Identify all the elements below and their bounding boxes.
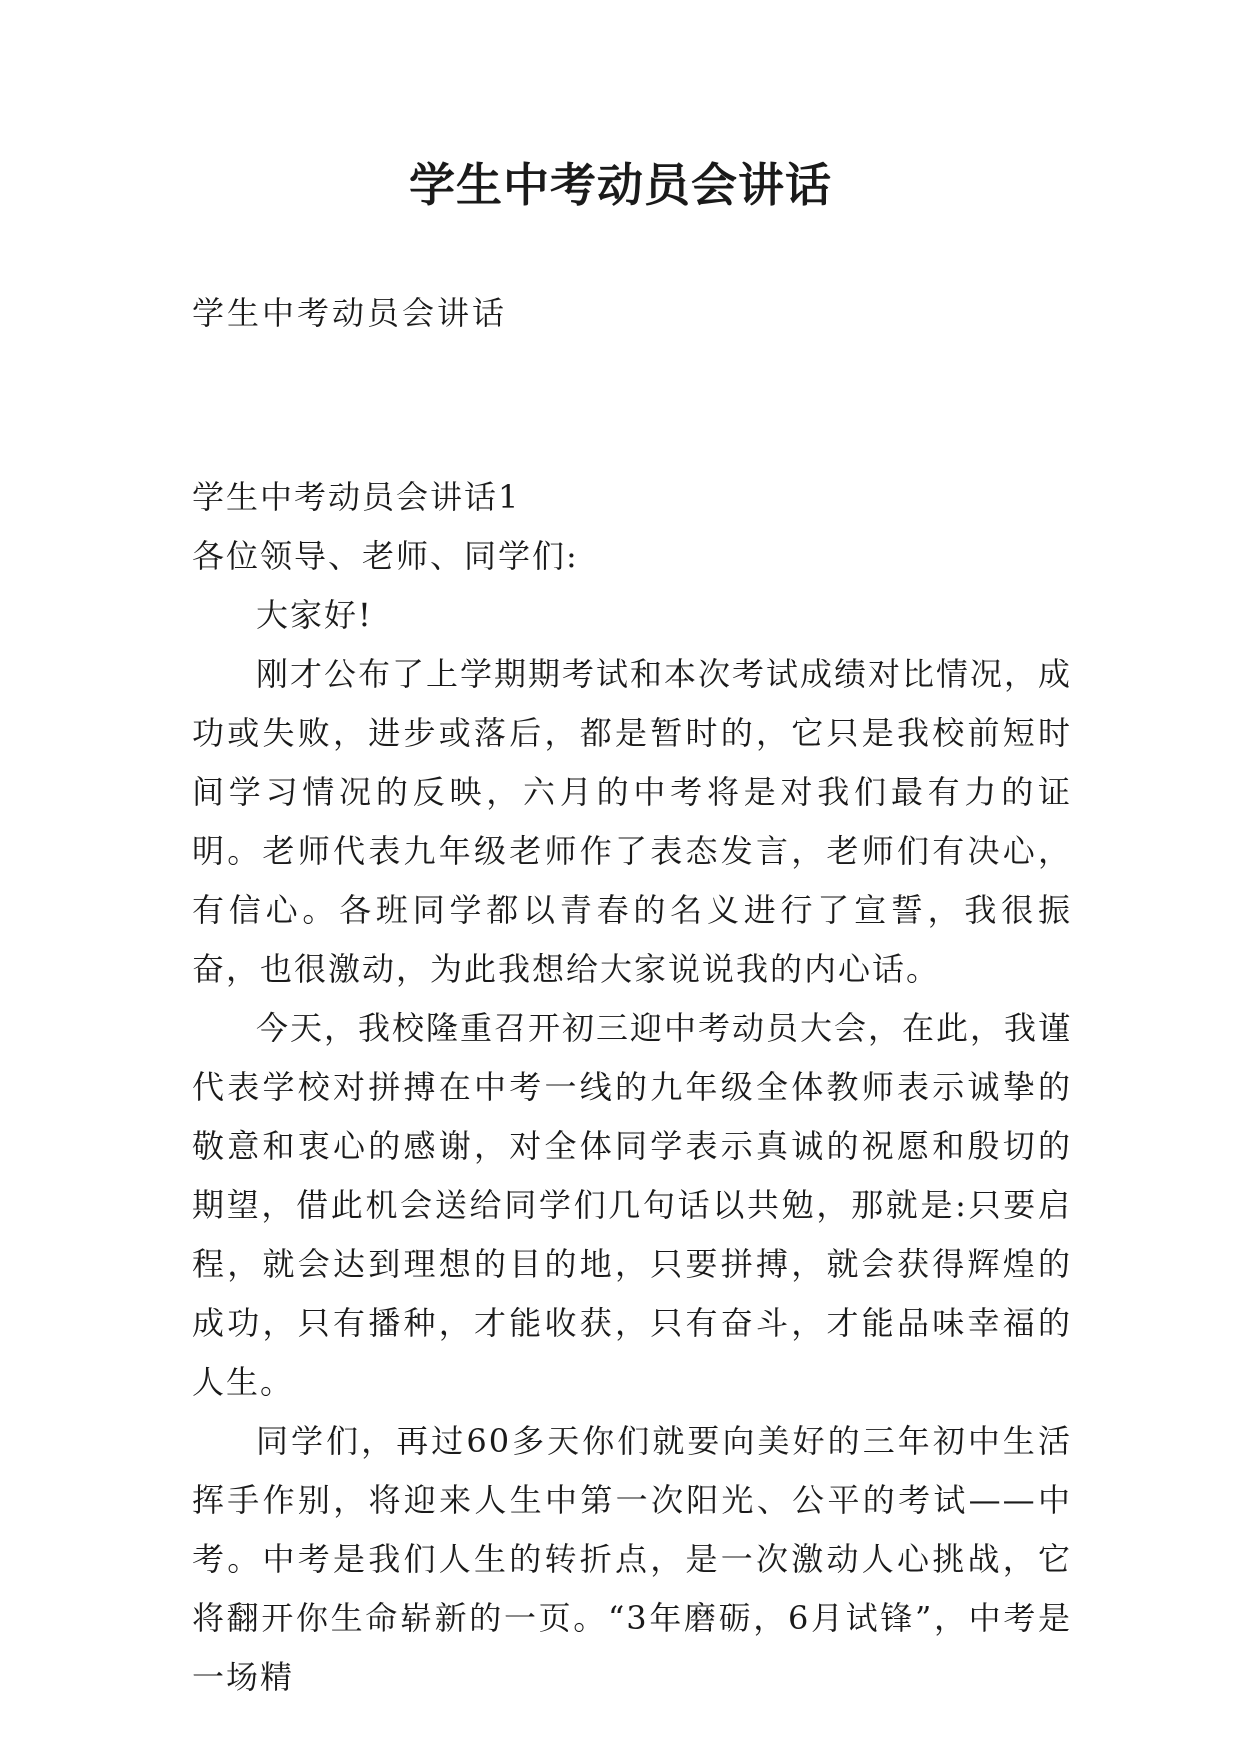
document-title: 学生中考动员会讲话: [409, 158, 832, 212]
paragraph-2: 今天，我校隆重召开初三迎中考动员大会，在此，我谨代表学校对拼搏在中考一线的九年级全体教师表示诚挚的敬意和衷心的感谢，对全体同学表示真诚的祝愿和殷切的期望，借此机会送给同学们几句话以共勉，那就是:只要启程，就会达到理想的目的地，只要拼搏，就会获得辉煌的成功，只有播种，才能收获，只有奋斗，才能品味幸福的人生。: [192, 1009, 1073, 1401]
paragraph-1: 刚才公布了上学期期考试和本次考试成绩对比情况，成功或失败，进步或落后，都是暂时的，它只是我校前短时间学习情况的反映，六月的中考将是对我们最有力的证明。老师代表九年级老师作了表态发言，老师们有决心，有信心。各班同学都以青春的名义进行了宣誓，我很振奋，也很激动，为此我想给大家说说我的内心话。: [192, 655, 1073, 988]
paragraph-greeting: 大家好!: [256, 596, 373, 634]
paragraph-3: 同学们，再过60多天你们就要向美好的三年初中生活挥手作别，将迎来人生中第一次阳光、公平的考试——中考。中考是我们人生的转折点，是一次激动人心挑战，它将翻开你生命崭新的一页。“3年磨砺，6月试锋”，中考是一场精: [192, 1422, 1072, 1696]
section-heading: 学生中考动员会讲话1: [192, 478, 521, 516]
document-body: [192, 468, 1072, 1707]
document-subtitle: 学生中考动员会讲话: [192, 294, 508, 332]
salutation: 各位领导、老师、同学们:: [192, 537, 579, 575]
